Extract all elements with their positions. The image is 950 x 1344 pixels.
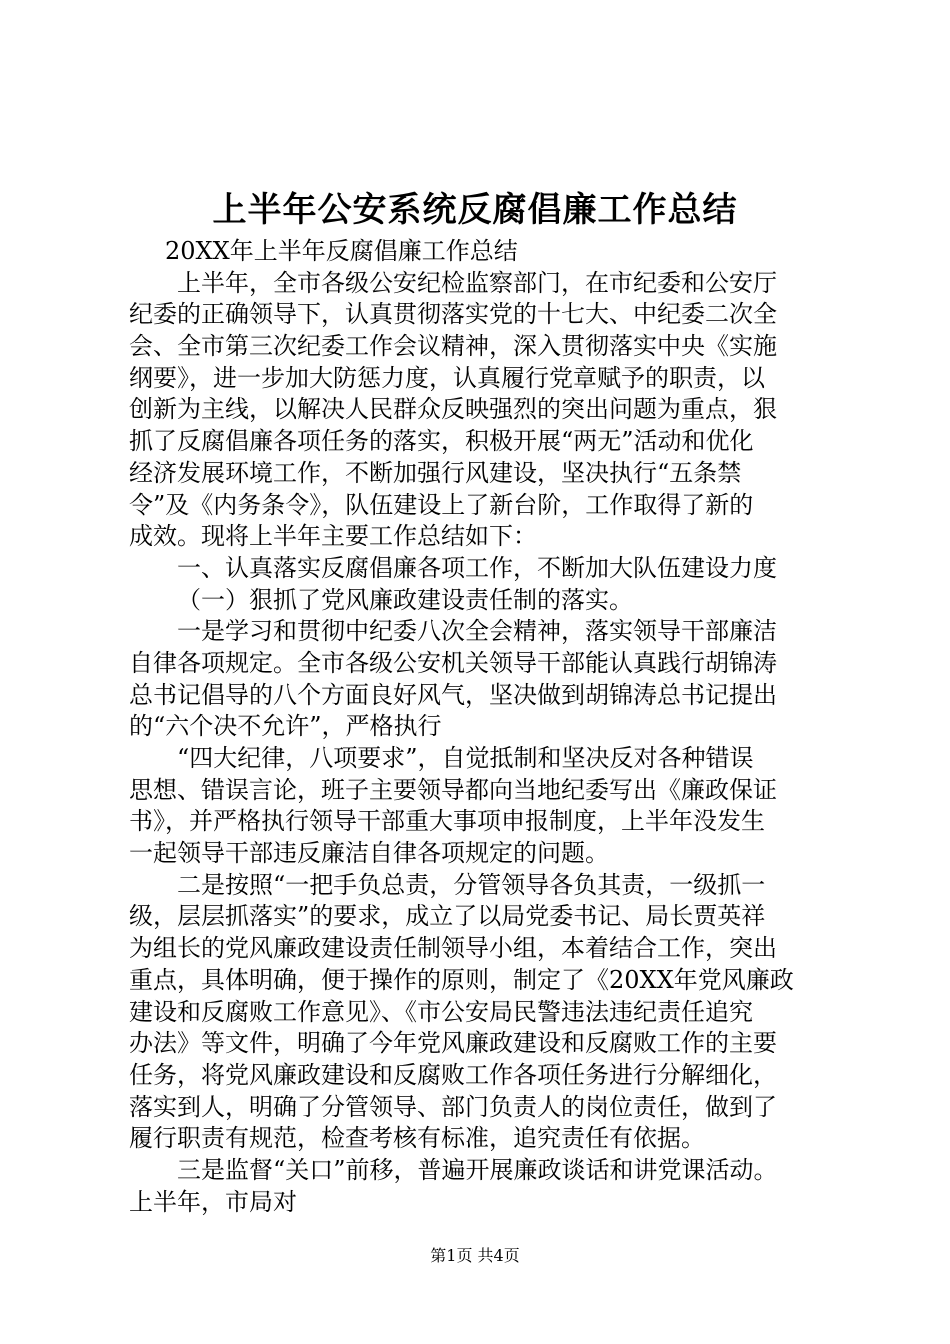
body-text-line: 任务，将党风廉政建设和反腐败工作各项任务进行分解细化，	[129, 1060, 777, 1089]
body-text-line: 书》，并严格执行领导干部重大事项申报制度，上半年没发生	[129, 807, 765, 836]
document-body	[129, 236, 849, 1218]
body-text-line: 二是按照“一把手负总责，分管领导各负其责，一级抓一	[177, 870, 766, 899]
body-text-line: 上半年，市局对	[129, 1187, 297, 1216]
body-text-line: 一、认真落实反腐倡廉各项工作，不断加大队伍建设力度	[177, 553, 777, 582]
body-text-line: 级，层层抓落实”的要求，成立了以局党委书记、局长贾英祥	[129, 902, 766, 931]
body-text-line: 落实到人，明确了分管领导、部门负责人的岗位责任，做到了	[129, 1092, 777, 1121]
body-text-line: 总书记倡导的八个方面良好风气，坚决做到胡锦涛总书记提出	[129, 680, 777, 709]
body-text-line: 思想、错误言论，班子主要领导都向当地纪委写出《廉政保证	[129, 775, 777, 804]
body-text-line: 履行职责有规范，检查考核有标准，追究责任有依据。	[129, 1124, 705, 1153]
body-text-line: 20XX年上半年反腐倡廉工作总结	[165, 237, 518, 265]
body-text-line: 上半年，全市各级公安纪检监察部门，在市纪委和公安厅	[177, 268, 777, 297]
body-text-line: 纪委的正确领导下，认真贯彻落实党的十七大、中纪委二次全	[129, 300, 777, 329]
document-title: 上半年公安系统反腐倡廉工作总结	[212, 190, 738, 230]
body-text-line: 创新为主线，以解决人民群众反映强烈的突出问题为重点，狠	[129, 395, 777, 424]
body-text-line: 办法》等文件，明确了今年党风廉政建设和反腐败工作的主要	[129, 1029, 777, 1058]
body-text-line: 纲要》，进一步加大防惩力度，认真履行党章赋予的职责，以	[129, 363, 765, 392]
body-text-line: （一）狠抓了党风廉政建设责任制的落实。	[177, 585, 633, 614]
body-text-line: 一起领导干部违反廉洁自律各项规定的问题。	[129, 839, 609, 868]
body-text-line: 成效。现将上半年主要工作总结如下：	[129, 522, 537, 551]
body-text-line: 三是监督“关口”前移，普遍开展廉政谈话和讲党课活动。	[177, 1155, 778, 1184]
body-text-line: 建设和反腐败工作意见》、《市公安局民警违法违纪责任追究	[129, 997, 753, 1026]
body-text-line: 一是学习和贯彻中纪委八次全会精神，落实领导干部廉洁	[177, 617, 777, 646]
body-text-line: “四大纪律，八项要求”，自觉抵制和坚决反对各种错误	[177, 744, 754, 772]
body-text-line: 会、全市第三次纪委工作会议精神，深入贯彻落实中央《实施	[129, 332, 777, 361]
body-text-line: 的“六个决不允许”，严格执行	[129, 712, 442, 741]
body-text-line: 自律各项规定。全市各级公安机关领导干部能认真践行胡锦涛	[129, 648, 777, 677]
body-text-line: 重点，具体明确，便于操作的原则，制定了《20XX年党风廉政	[129, 965, 794, 994]
body-text-line: 令”及《内务条令》，队伍建设上了新台阶，工作取得了新的	[129, 490, 754, 519]
body-text-line: 为组长的党风廉政建设责任制领导小组，本着结合工作，突出	[129, 934, 777, 963]
body-text-line: 经济发展环境工作，不断加强行风建设，坚决执行“五条禁	[129, 458, 742, 487]
body-text-line: 抓了反腐倡廉各项任务的落实，积极开展“两无”活动和优化	[129, 427, 754, 456]
page-number-footer: 第1页 共4页	[430, 1246, 520, 1265]
